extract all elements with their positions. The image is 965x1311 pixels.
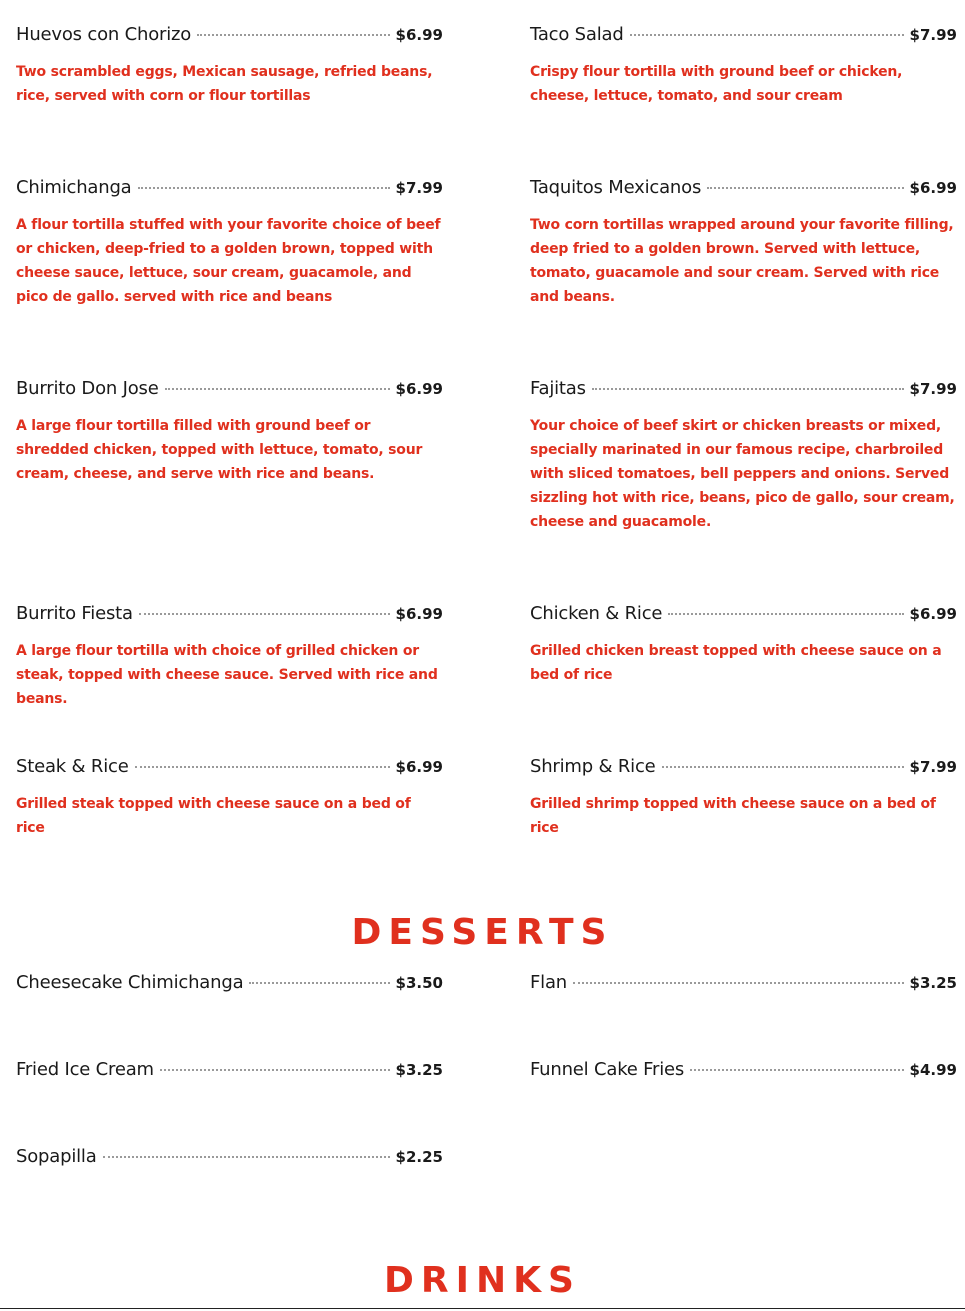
dot-leader	[197, 33, 389, 36]
item-name: Flan	[530, 972, 567, 993]
dot-leader	[630, 33, 904, 36]
item-name: Burrito Don Jose	[16, 378, 159, 399]
item-name: Fajitas	[530, 378, 586, 399]
item-description: Crispy flour tortilla with ground beef or chicken, cheese, lettuce, tomato, and sour cream	[530, 64, 903, 104]
dot-leader	[690, 1068, 903, 1071]
item-description: Grilled chicken breast topped with cheese sauce on a bed of rice	[530, 643, 942, 683]
dot-leader	[249, 981, 389, 984]
dot-leader	[138, 186, 390, 189]
menu-item	[16, 603, 443, 711]
item-name: Taco Salad	[530, 24, 624, 45]
menu-item	[530, 24, 957, 108]
item-price: $7.99	[395, 179, 443, 197]
menu-item	[530, 603, 957, 687]
dot-leader	[662, 765, 904, 768]
item-name: Burrito Fiesta	[16, 603, 133, 624]
item-name: Huevos con Chorizo	[16, 24, 192, 45]
item-price: $3.50	[395, 974, 443, 992]
menu-item	[16, 756, 443, 840]
item-name: Sopapilla	[16, 1146, 97, 1167]
item-description: A flour tortilla stuffed with your favorite choice of beef or chicken, deep-fried to a golden brown, topped with cheese sauce, lettuce, sour cream, guacamole, and pico de gallo. served with rice and beans	[16, 217, 441, 305]
item-name: Steak & Rice	[16, 756, 129, 777]
item-price: $6.99	[909, 179, 957, 197]
dot-leader	[165, 387, 390, 390]
menu-item	[16, 24, 443, 108]
section-title-desserts: DESSERTS	[351, 912, 614, 953]
menu-item	[16, 378, 443, 486]
dessert-item	[530, 1059, 957, 1081]
item-price: $6.99	[395, 26, 443, 44]
dot-leader	[592, 387, 904, 390]
item-price: $7.99	[909, 26, 957, 44]
item-description: A large flour tortilla with choice of grilled chicken or steak, topped with cheese sauce. Served with rice and beans.	[16, 643, 438, 707]
item-name: Funnel Cake Fries	[530, 1059, 685, 1080]
bottom-divider	[0, 1308, 965, 1309]
dessert-item	[16, 1059, 443, 1081]
item-price: $6.99	[395, 758, 443, 776]
section-title-drinks: DRINKS	[384, 1260, 581, 1301]
dessert-item	[16, 1146, 443, 1168]
menu-item	[530, 756, 957, 840]
dot-leader	[139, 612, 390, 615]
item-price: $6.99	[395, 380, 443, 398]
item-description: Your choice of beef skirt or chicken breasts or mixed, specially marinated in our famous recipe, charbroiled with sliced tomatoes, bell peppers and onions. Served sizzling hot with rice, beans, pico de gallo, sour cream, cheese and guacamole.	[530, 418, 955, 530]
item-price: $7.99	[909, 758, 957, 776]
item-name: Taquitos Mexicanos	[530, 177, 702, 198]
item-name: Chimichanga	[16, 177, 132, 198]
menu-item	[16, 177, 443, 309]
item-description: A large flour tortilla filled with ground beef or shredded chicken, topped with lettuce, tomato, sour cream, cheese, and serve with rice and beans.	[16, 418, 423, 482]
dot-leader	[573, 981, 904, 984]
item-name: Fried Ice Cream	[16, 1059, 154, 1080]
item-description: Two corn tortillas wrapped around your favorite filling, deep fried to a golden brown. Served with lettuce, tomato, guacamole and sour cream. Served with rice and beans.	[530, 217, 954, 305]
menu-item	[530, 378, 957, 534]
item-price: $6.99	[395, 605, 443, 623]
item-name: Shrimp & Rice	[530, 756, 656, 777]
dot-leader	[135, 765, 390, 768]
dot-leader	[668, 612, 903, 615]
item-price: $3.25	[395, 1061, 443, 1079]
menu-item	[530, 177, 957, 309]
item-price: $7.99	[909, 380, 957, 398]
item-description: Grilled shrimp topped with cheese sauce on a bed of rice	[530, 796, 936, 836]
item-price: $3.25	[909, 974, 957, 992]
item-name: Cheesecake Chimichanga	[16, 972, 244, 993]
item-description: Grilled steak topped with cheese sauce on a bed of rice	[16, 796, 411, 836]
dot-leader	[160, 1068, 390, 1071]
dot-leader	[707, 186, 903, 189]
dessert-item	[530, 972, 957, 994]
dessert-item	[16, 972, 443, 994]
item-name: Chicken & Rice	[530, 603, 663, 624]
item-description: Two scrambled eggs, Mexican sausage, refried beans, rice, served with corn or flour tortillas	[16, 64, 433, 104]
dot-leader	[103, 1155, 390, 1158]
item-price: $2.25	[395, 1148, 443, 1166]
item-price: $6.99	[909, 605, 957, 623]
item-price: $4.99	[909, 1061, 957, 1079]
